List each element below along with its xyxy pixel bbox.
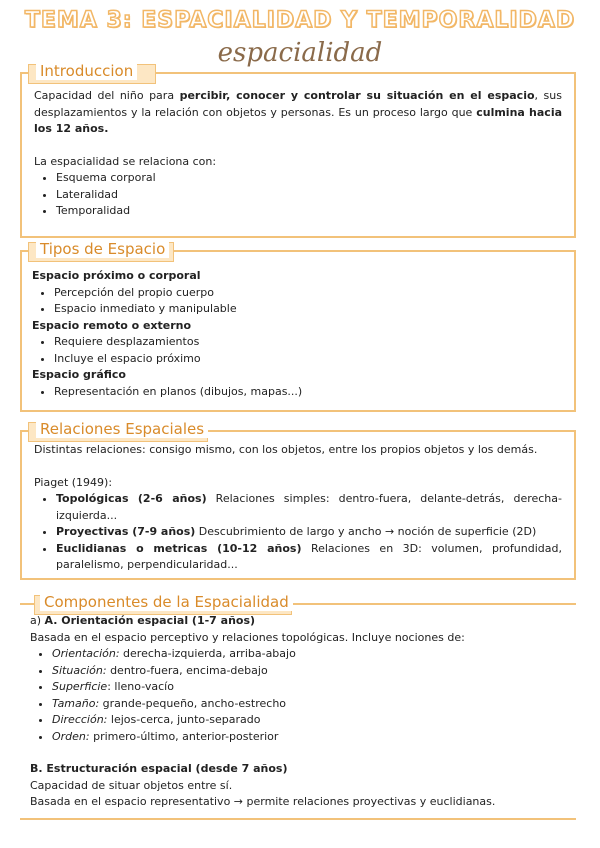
section-b-text-2: Basada en el espacio representativo → permite relaciones proyectivas y euclidianas. bbox=[30, 795, 496, 808]
notion-value: primero-último, anterior-posterior bbox=[89, 729, 279, 743]
section-a-text: Basada en el espacio perceptivo y relaciones topológicas. Incluye nociones de: bbox=[30, 630, 465, 644]
relaciones-section bbox=[20, 420, 576, 580]
intro-related: La espacialidad se relaciona con: bbox=[34, 154, 217, 168]
tipos-heading-2: Espacio remoto o externo bbox=[32, 318, 192, 332]
stage-name: Euclidianas o metricas (10-12 años) bbox=[56, 541, 302, 555]
list-item: • Requiere desplazamientos bbox=[54, 334, 562, 351]
list-item: • Espacio inmediato y manipulable bbox=[54, 301, 562, 318]
notion-key: Superficie bbox=[52, 680, 108, 693]
bottom-divider bbox=[20, 818, 576, 820]
list-item bbox=[52, 696, 568, 713]
list-item bbox=[52, 729, 568, 746]
relaciones-label: Relaciones Espaciales bbox=[36, 421, 208, 438]
tipos-label: Tipos de Espacio bbox=[36, 241, 169, 258]
list-item: • Esquema corporal bbox=[56, 170, 562, 187]
componentes-section bbox=[20, 593, 576, 821]
notion-key: Dirección: bbox=[52, 713, 108, 726]
list-item: • Temporalidad bbox=[56, 203, 562, 220]
intro-paragraph bbox=[34, 88, 562, 138]
notion-key: Situación: bbox=[52, 663, 107, 677]
page-title: TEMA 3: ESPACIALIDAD Y TEMPORALIDAD bbox=[24, 8, 576, 33]
stage-text: Descubrimiento de largo y ancho → noción de superficie (2D) bbox=[195, 525, 537, 538]
stage-text: Relaciones simples: dentro-fuera, delante-detrás, derecha-izquierda... bbox=[56, 492, 562, 522]
section-a-title: A. Orientación espacial (1-7 años) bbox=[44, 614, 256, 627]
intro-section bbox=[20, 62, 576, 238]
tipos-section bbox=[20, 240, 576, 412]
intro-label: Introduccion bbox=[36, 63, 137, 80]
list-item bbox=[56, 524, 562, 541]
componentes-label: Componentes de la Espacialidad bbox=[40, 594, 293, 611]
intro-text-1: Capacidad del niño para bbox=[34, 89, 180, 102]
intro-text-4: culmina hacia los 12 años. bbox=[34, 105, 563, 135]
section-a-prefix: a) bbox=[30, 614, 42, 627]
page-subtitle: espacialidad bbox=[217, 38, 383, 68]
list-item bbox=[52, 663, 568, 680]
list-item bbox=[52, 712, 568, 729]
notion-value: derecha-izquierda, arriba-abajo bbox=[119, 647, 296, 660]
list-item: • Representación en planos (dibujos, mapas...) bbox=[54, 384, 562, 401]
intro-text-2: percibir, conocer y controlar su situación en el espacio bbox=[179, 89, 535, 102]
section-b-title: B. Estructuración espacial (desde 7 años) bbox=[30, 762, 288, 775]
list-item bbox=[56, 491, 562, 524]
list-item bbox=[52, 646, 568, 663]
intro-list bbox=[34, 170, 562, 220]
notion-value: dentro-fuera, encima-debajo bbox=[106, 663, 268, 677]
notion-value: grande-pequeño, ancho-estrecho bbox=[99, 696, 287, 710]
intro-text-3: , sus desplazamientos y la relación con objetos y personas. Es un proceso largo que bbox=[34, 89, 562, 119]
stage-name: Proyectivas (7-9 años) bbox=[56, 525, 196, 538]
notion-key: Orientación: bbox=[52, 647, 120, 660]
relaciones-intro: Distintas relaciones: consigo mismo, con los objetos, entre los propios objetos y los demás. bbox=[34, 443, 538, 456]
notion-key: Orden: bbox=[52, 729, 90, 743]
section-b-text-1: Capacidad de situar objetos entre sí. bbox=[30, 778, 233, 792]
list-item: • Incluye el espacio próximo bbox=[54, 351, 562, 368]
notion-value: lejos-cerca, junto-separado bbox=[107, 713, 261, 726]
tipos-heading-1: Espacio próximo o corporal bbox=[32, 269, 201, 282]
notion-key: Tamaño: bbox=[52, 696, 100, 710]
stage-text: Relaciones en 3D: volumen, profundidad, paralelismo, perpendicularidad... bbox=[56, 541, 562, 571]
notion-value: : lleno-vacío bbox=[107, 680, 174, 693]
tipos-heading-3: Espacio gráfico bbox=[32, 368, 126, 381]
list-item: • Percepción del propio cuerpo bbox=[54, 285, 562, 302]
list-item bbox=[52, 679, 568, 696]
list-item: • Lateralidad bbox=[56, 187, 562, 204]
list-item bbox=[56, 541, 562, 574]
relaciones-piaget: Piaget (1949): bbox=[34, 475, 113, 489]
stage-name: Topológicas (2-6 años) bbox=[56, 492, 207, 505]
